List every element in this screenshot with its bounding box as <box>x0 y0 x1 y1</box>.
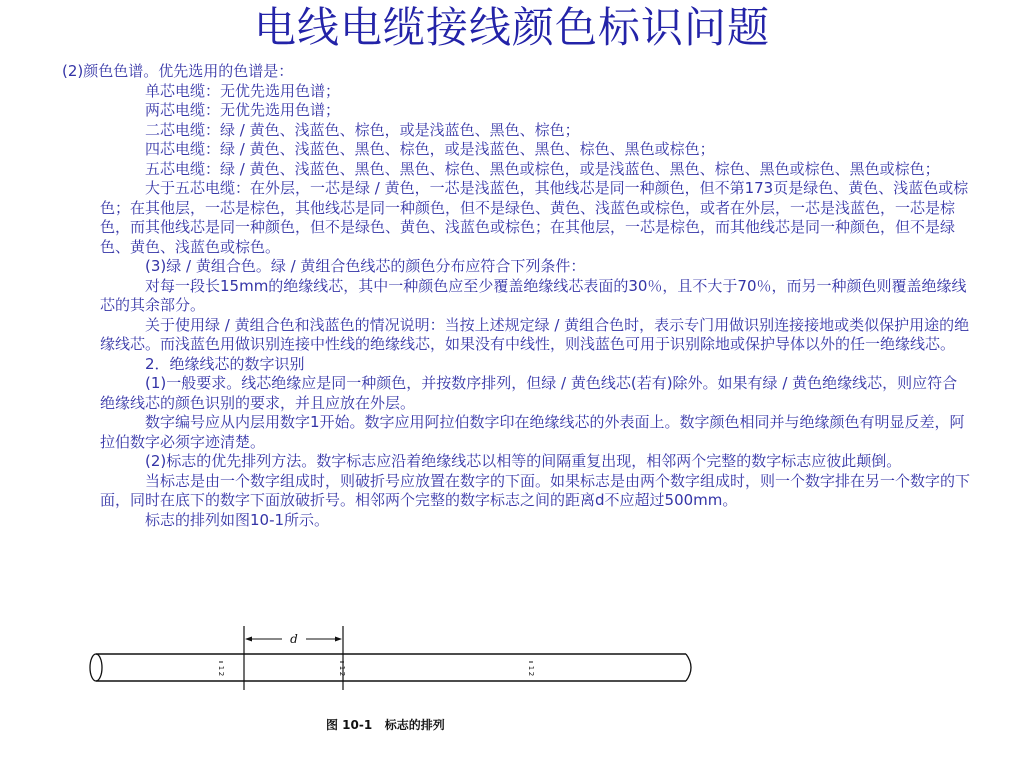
paragraph-15mm-rule: 对每一段长15mm的绝缘线芯，其中一种颜色应至少覆盖绝缘线芯表面的30％，且不大于70％，而另一种颜色则覆盖绝缘线芯的其余部分。 <box>100 276 967 314</box>
paragraph-three-core: 二芯电缆：绿 / 黄色、浅蓝色、棕色，或是浅蓝色、黑色、棕色； <box>145 120 580 139</box>
paragraph-mark-arrangement: (2)标志的优先排列方法。数字标志应沿着绝缘线芯以相等的间隔重复出现，相邻两个完整的数字标志应彼此颠倒。 <box>145 452 902 470</box>
svg-text:1: 1 <box>217 665 225 671</box>
arrowhead-left <box>245 637 252 642</box>
number-mark <box>527 662 535 676</box>
paragraph-general-requirements: (1)一般要求。线芯绝缘应是同一种颜色，并按数序排列，但绿 / 黄色线芯(若有)除外。如果有绿 / 黄色绝缘线芯，则应符合绝缘线芯的颜色识别的要求，并且应放在外层。 <box>100 374 958 412</box>
section-heading-numeric: 2．绝缘线芯的数字识别 <box>145 354 305 373</box>
svg-text:2: 2 <box>338 671 346 677</box>
figure-caption: 图 10-1 标志的排列 <box>326 718 445 732</box>
number-mark <box>338 662 346 676</box>
arrowhead-right <box>335 637 342 642</box>
svg-text:2: 2 <box>527 671 535 677</box>
paragraph-number-marking: 数字编号应从内层用数字1开始。数字应用阿拉伯数字印在绝缘线芯的外表面上。数字颜色相同并与绝缘颜色有明显反差，阿拉伯数字必须字迹清楚。 <box>100 413 965 451</box>
paragraph-color-spectrum: (2)颜色色谱。优先选用的色谱是： <box>62 62 294 80</box>
cable-right-end <box>686 654 691 681</box>
cable-diagram <box>86 620 706 712</box>
paragraph-single-core: 单芯电缆：无优先选用色谱； <box>145 81 341 100</box>
dimension-label: d <box>290 632 298 646</box>
svg-text:1: 1 <box>338 665 346 671</box>
slide-title: 电线电缆接线颜色标识问题 <box>253 3 770 52</box>
cable-left-end <box>90 654 102 681</box>
body-text <box>62 62 971 530</box>
paragraph-two-core: 两芯电缆：无优先选用色谱； <box>145 101 341 119</box>
paragraph-more-than-five: 大于五芯电缆：在外层，一芯是绿 / 黄色，一芯是浅蓝色，其他线芯是同一种颜色，但不第173页是绿色、黄色、浅蓝色或棕色；在其他层，一芯是棕色，其他线芯是同一种颜色，但不是绿色、黄色、浅蓝色或棕色，或者在外层，一芯是浅蓝色，一芯是棕色，而其他线芯是同一种颜色，但不是绿色、黄色、浅蓝色或棕色；在其他层，一芯是棕色，而其他线芯是同一种颜色，但不是绿色、黄色、浅蓝色或棕色。 <box>100 179 969 256</box>
paragraph-four-core: 四芯电缆：绿 / 黄色、浅蓝色、黑色、棕色，或是浅蓝色、黑色、棕色、黑色或棕色； <box>145 140 715 158</box>
paragraph-usage-note: 关于使用绿 / 黄组合色和浅蓝色的情况说明：当按上述规定绿 / 黄组合色时，表示专门用做识别连接接地或类似保护用途的绝缘线芯。而浅蓝色用做识别连接中性线的绝缘线芯，如果没有中线性，则浅蓝色可用于识别除地或保护导体以外的任一绝缘线芯。 <box>100 315 970 353</box>
paragraph-five-core: 五芯电缆：绿 / 黄色、浅蓝色、黑色、黑色、棕色、黑色或棕色，或是浅蓝色、黑色、棕色、黑色或棕色、黑色或棕色； <box>145 159 940 178</box>
svg-text:1: 1 <box>527 665 535 671</box>
paragraph-figure-reference: 标志的排列如图10-1所示。 <box>145 510 330 529</box>
paragraph-green-yellow: (3)绿 / 黄组合色。绿 / 黄组合色线芯的颜色分布应符合下列条件： <box>145 257 586 275</box>
svg-text:2: 2 <box>217 671 225 677</box>
number-mark <box>217 662 225 676</box>
paragraph-dash-placement: 当标志是由一个数字组成时，则破折号应放置在数字的下面。如果标志是由两个数字组成时，则一个数字排在另一个数字的下面，同时在底下的数字下面放破折号。相邻两个完整的数字标志之间的距离d不应超过500mm。 <box>100 471 971 509</box>
